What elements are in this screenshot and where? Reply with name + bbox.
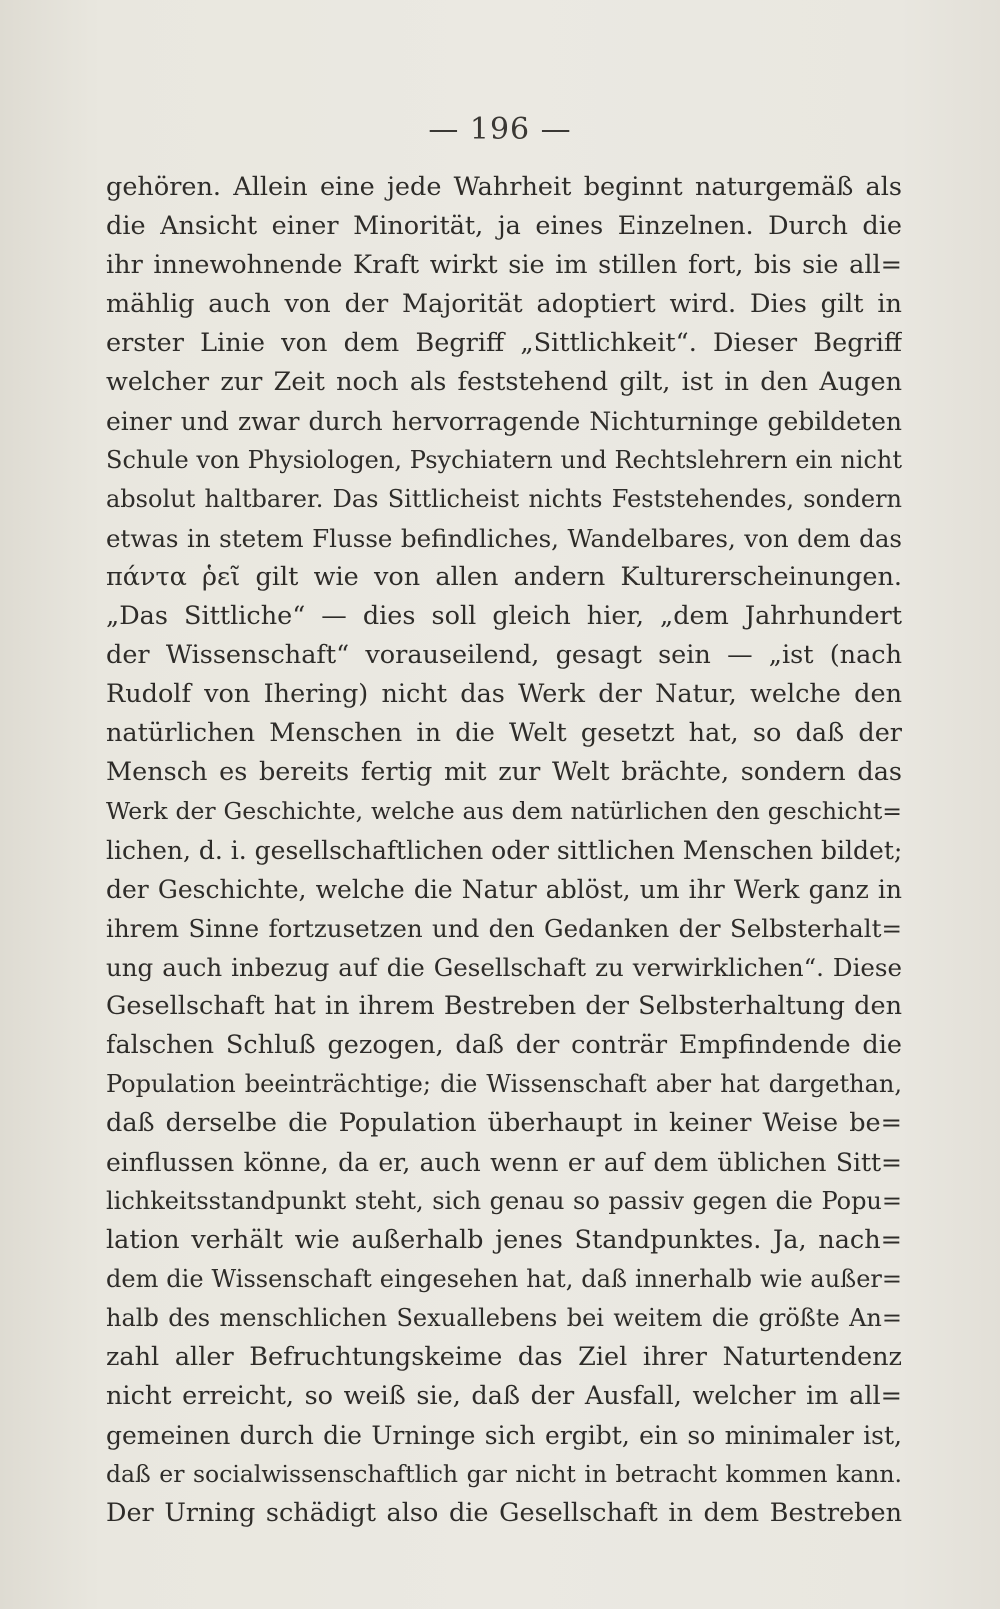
text-line: πάντα ῥεῖ gilt wie von allen andern Kulturerscheinungen.	[106, 562, 902, 592]
text-line: „Das Sittliche“ — dies soll gleich hier, „dem Jahrhundert	[106, 601, 902, 631]
text-line: Mensch es bereits fertig mit zur Welt brächte, sondern das	[106, 757, 902, 787]
text-line: einflussen könne, da er, auch wenn er auf dem üblichen Sitt=	[106, 1148, 902, 1177]
text-line: ihr innewohnende Kraft wirkt sie im stillen fort, bis sie all=	[106, 250, 902, 280]
text-line: nicht erreicht, so weiß sie, daß der Ausfall, welcher im all=	[106, 1381, 902, 1411]
text-line: gehören. Allein eine jede Wahrheit beginnt naturgemäß als	[106, 172, 902, 202]
body-text	[106, 168, 902, 1533]
text-line: daß er socialwissenschaftlich gar nicht in betracht kommen kann.	[106, 1460, 902, 1488]
text-line: der Wissenschaft“ vorauseilend, gesagt sein — „ist (nach	[106, 640, 902, 670]
text-line: lation verhält wie außerhalb jenes Standpunktes. Ja, nach=	[106, 1225, 902, 1255]
text-line: lichen, d. i. gesellschaftlichen oder sittlichen Menschen bildet;	[106, 836, 902, 865]
text-line: ihrem Sinne fortzusetzen und den Gedanken der Selbsterhalt=	[106, 914, 902, 943]
text-line: absolut haltbarer. Das Sittlicheist nichts Feststehendes, sondern	[106, 485, 902, 513]
text-line: einer und zwar durch hervorragende Nichturninge gebildeten	[106, 407, 902, 436]
page-number: — 196 —	[428, 112, 572, 147]
text-line: falschen Schluß gezogen, daß der conträr Empfindende die	[106, 1030, 902, 1060]
text-line: Der Urning schädigt also die Gesellschaft in dem Bestreben	[106, 1498, 902, 1528]
text-line: Schule von Physiologen, Psychiatern und Rechtslehrern ein nicht	[106, 446, 902, 474]
text-line: der Geschichte, welche die Natur ablöst, um ihr Werk ganz in	[106, 875, 902, 904]
text-line: natürlichen Menschen in die Welt gesetzt hat, so daß der	[106, 718, 902, 748]
text-line: ung auch inbezug auf die Gesellschaft zu verwirklichen“. Diese	[106, 953, 902, 982]
text-line: etwas in stetem Flusse befindliches, Wandelbares, von dem das	[106, 524, 902, 553]
text-line: erster Linie von dem Begriff „Sittlichkeit“. Dieser Begriff	[106, 328, 902, 358]
text-line: Population beeinträchtige; die Wissenschaft aber hat dargethan,	[106, 1070, 902, 1098]
text-line: Werk der Geschichte, welche aus dem natürlichen den geschicht=	[106, 797, 902, 825]
text-line: Gesellschaft hat in ihrem Bestreben der Selbsterhaltung den	[106, 991, 902, 1021]
text-line: halb des menschlichen Sexuallebens bei weitem die größte An=	[106, 1304, 902, 1332]
text-line: daß derselbe die Population überhaupt in keiner Weise be=	[106, 1108, 902, 1138]
text-line: Rudolf von Ihering) nicht das Werk der Natur, welche den	[106, 679, 902, 709]
text-line: lichkeitsstandpunkt steht, sich genau so passiv gegen die Popu=	[106, 1187, 902, 1215]
text-line: die Ansicht einer Minorität, ja eines Einzelnen. Durch die	[106, 211, 902, 241]
text-line: dem die Wissenschaft eingesehen hat, daß innerhalb wie außer=	[106, 1265, 902, 1293]
text-line: mählig auch von der Majorität adoptiert wird. Dies gilt in	[106, 289, 902, 319]
text-line: gemeinen durch die Urninge sich ergibt, ein so minimaler ist,	[106, 1421, 902, 1450]
text-line: welcher zur Zeit noch als feststehend gilt, ist in den Augen	[106, 367, 902, 397]
text-line: zahl aller Befruchtungskeime das Ziel ihrer Naturtendenz	[106, 1342, 902, 1372]
